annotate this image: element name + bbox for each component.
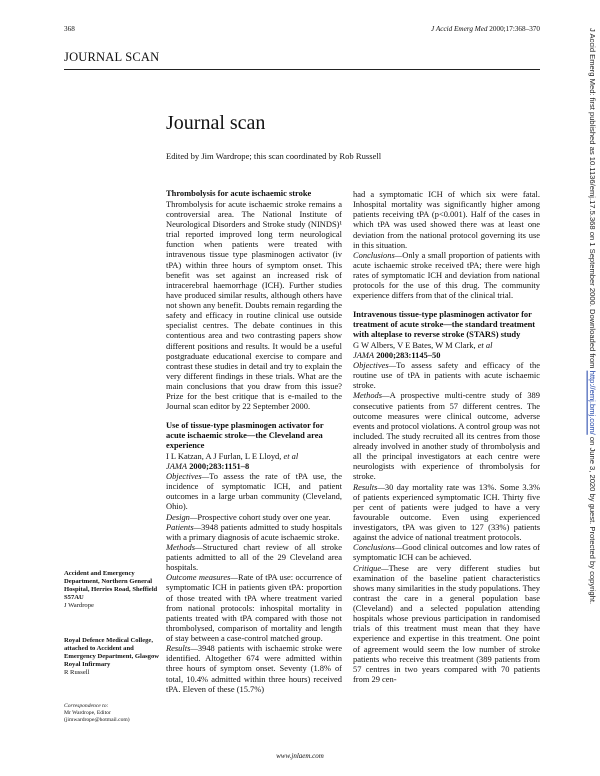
affiliation-russell xyxy=(64,637,160,677)
design xyxy=(166,512,342,522)
et-al: et al xyxy=(477,339,493,350)
conclusions xyxy=(353,250,540,301)
outcome-measures xyxy=(166,572,342,643)
methods xyxy=(353,390,540,481)
label: Methods— xyxy=(166,541,203,552)
results xyxy=(166,643,342,694)
critique xyxy=(353,563,540,685)
et-al: et al xyxy=(283,450,299,461)
editors-line: Edited by Jim Wardrope; this scan coordinated by Rob Russell xyxy=(166,151,382,161)
page-number: 368 xyxy=(64,25,75,33)
text: 3948 patients admitted to study hospitals with a primary diagnosis of acute ischaemic stroke. xyxy=(166,521,342,542)
correspondence-label: Correspondence to: xyxy=(64,703,109,709)
label: Results— xyxy=(166,643,198,654)
citation: 2000;17:368–370 xyxy=(489,25,540,33)
label: Results— xyxy=(353,481,385,492)
authors: I L Katzan, A J Furlan, L E Lloyd, xyxy=(166,450,282,461)
patients xyxy=(166,522,342,542)
label: Objectives— xyxy=(353,360,397,371)
text: Structured chart review of all stroke patients admitted to all of the 29 Cleveland area hospitals. xyxy=(166,541,342,573)
text: Good clinical outcomes and low rates of symptomatic ICH can be achieved. xyxy=(353,542,540,563)
text: 30 day mortality rate was 13%. Some 3.3% of patients experienced symptomatic ICH. Thirty five per cent of patients were judged to have a very favourable outcome. Even using experienced investigators, tPA was given to 127 (33%) patients against the advice of national treatment protocols. xyxy=(353,481,540,543)
label: Conclusions— xyxy=(353,249,403,260)
article-heading: Intravenous tissue-type plasminogen activator for treatment of acute stroke—the standard treatment with alteplase to reverse stroke (STARS) study xyxy=(353,309,536,339)
site-link[interactable]: http://emj.bmj.com/ xyxy=(588,370,597,435)
authors: G W Albers, V E Bates, W M Clark, xyxy=(353,339,476,350)
article-authors xyxy=(353,340,540,350)
conclusions xyxy=(353,542,540,562)
page-title: Journal scan xyxy=(166,112,266,134)
label: Objectives— xyxy=(166,471,210,482)
affiliation-person: R Russell xyxy=(64,669,90,677)
affiliation-name: Accident and Emergency Department, Northern General Hospital, Herries Road, Sheffield S57AU xyxy=(64,570,158,602)
article-citation xyxy=(166,461,342,471)
article-heading: Use of tissue-type plasminogen activator for acute ischaemic stroke—the Cleveland area experience xyxy=(166,420,324,451)
notice-suffix: on June 3, 2020 by guest. Protected by copyright. xyxy=(588,434,597,605)
article-citation xyxy=(353,350,540,360)
affiliation-wardrope xyxy=(64,570,160,610)
section-heading: JOURNAL SCAN xyxy=(64,50,160,64)
text: Prospective cohort study over one year. xyxy=(197,511,331,522)
footer-url: www.jnlaem.com xyxy=(276,752,324,760)
article-heading: Thrombolysis for acute ischaemic stroke xyxy=(166,188,312,198)
notice-prefix: J Accid Emerg Med: first published as 10.1136/emj.17.5.368 on 1 September 2000. Downloaded from xyxy=(588,28,597,371)
text: To assess the rate of tPA use, the incidence of symptomatic ICH, and patient outcomes in a large urban community (Cleveland, Ohio). xyxy=(166,471,342,512)
citation-ref: 2000;283:1151–8 xyxy=(189,460,250,471)
affiliation-name: Royal Defence Medical College, attached to Accident and Emergency Department, Glasgow Royal Infirmary xyxy=(64,637,160,669)
objectives xyxy=(353,360,540,390)
affiliation-person: J Wardrope xyxy=(64,602,94,610)
article-authors xyxy=(166,451,342,461)
text: Rate of tPA use: occurrence of symptomatic ICH in patients given tPA: proportion of those treated with tPA where treatment varied from national protocols: inhospital mortality in patients treated with tPA compared with those not thrombolysed, comparison of mortality and length of stay between a case-control matched group. xyxy=(166,572,342,644)
text: Only a small proportion of patients with acute ischaemic stroke received tPA; there were high rates of symptomatic ICH and deviation from national protocols for the use of this drug. The community experience differs from that of the clinical trial. xyxy=(353,249,540,301)
download-notice xyxy=(588,28,597,604)
results xyxy=(353,482,540,543)
text: 3948 patients with ischaemic stroke were identified. Altogether 674 were admitted within three hours of symptom onset. Seventy (1.8% of total, 10.4% admitted within three hours) received tPA. Eleven of these (15.7%) xyxy=(166,643,342,694)
citation-ref: 2000;283:1145–50 xyxy=(376,349,441,360)
column-left xyxy=(166,189,342,694)
text: A prospective multi-centre study of 389 consecutive patients from 57 different centres. The outcome measures were clinical outcome, adverse events and protocol violations. A control group was not included. The study recruited all its centres from those already involved in another study of thrombolysis and all the principal investigators at each centre were neurologists with experience of thrombolysis for stroke. xyxy=(353,390,540,482)
label: Patients— xyxy=(166,521,202,532)
label: Methods— xyxy=(353,390,390,401)
label: Design— xyxy=(166,511,198,522)
label: Conclusions— xyxy=(353,542,403,553)
text: These are very different studies but examination of the baseline patient characteristics shows many similarities in the study populations. They contrast the care in a general population base (Cleveland) and a selected population attending hospitals whose previous participation in randomised trials of this treatment must mean that they have experience and expertise in this treatment. One point of agreement would seem the low number of stroke patients who receive this treatment (389 patients from 57 centres in two years compared with 70 patients from 29 cen- xyxy=(353,562,540,684)
label: Outcome measures— xyxy=(166,572,238,583)
journal-name: J Accid Emerg Med xyxy=(431,25,488,33)
journal-abbrev: JAMA xyxy=(166,460,188,471)
header-rule xyxy=(64,69,540,70)
journal-abbrev: JAMA xyxy=(353,349,375,360)
journal-citation xyxy=(384,25,540,33)
article-body: Thrombolysis for acute ischaemic stroke remains a controversial area. The National Institute of Neurological Disorders and Stroke study (NINDS)¹ trial reported improved long term neurological function when patients were treated with intravenous tissue type plasminogen activator (iv tPA) within three hours of symptom onset. This benefit was set against an increased risk of intracerebral haemorrhage (ICH). Further studies have produced similar results, although others have not shown any benefit. Doubts remain regarding the safety and efficacy in routine clinical use outside specialist centres. The debate continues in this contentious area and two contrasting papers show different positions and results. It would be a useful postgraduate educational exercise to compare and contrast these studies in detail and try to explain the very different findings in these trials. What are the main conclusions that you draw from this issue? Prize for the best critique that is e-mailed to the Journal scan editor by 22 September 2000. xyxy=(166,198,342,412)
text: To assess safety and efficacy of the routine use of tPA in patients with acute ischaemic stroke. xyxy=(353,360,540,391)
correspondence xyxy=(64,703,160,724)
correspondence-email: (jimwardrope@hotmail.com) xyxy=(64,717,130,723)
column-right xyxy=(353,189,540,684)
results-continued: had a symptomatic ICH of which six were fatal. Inhospital mortality was significantly higher among patients receiving tPA (p<0.001). Half of the cases in which tPA was used showed there was at least one deviation from the national protocol governing its use in this situation. xyxy=(353,189,540,250)
correspondence-name: Mr Wardrope, Editor xyxy=(64,710,111,716)
objectives xyxy=(166,471,342,512)
methods xyxy=(166,542,342,572)
label: Critique— xyxy=(353,562,389,573)
